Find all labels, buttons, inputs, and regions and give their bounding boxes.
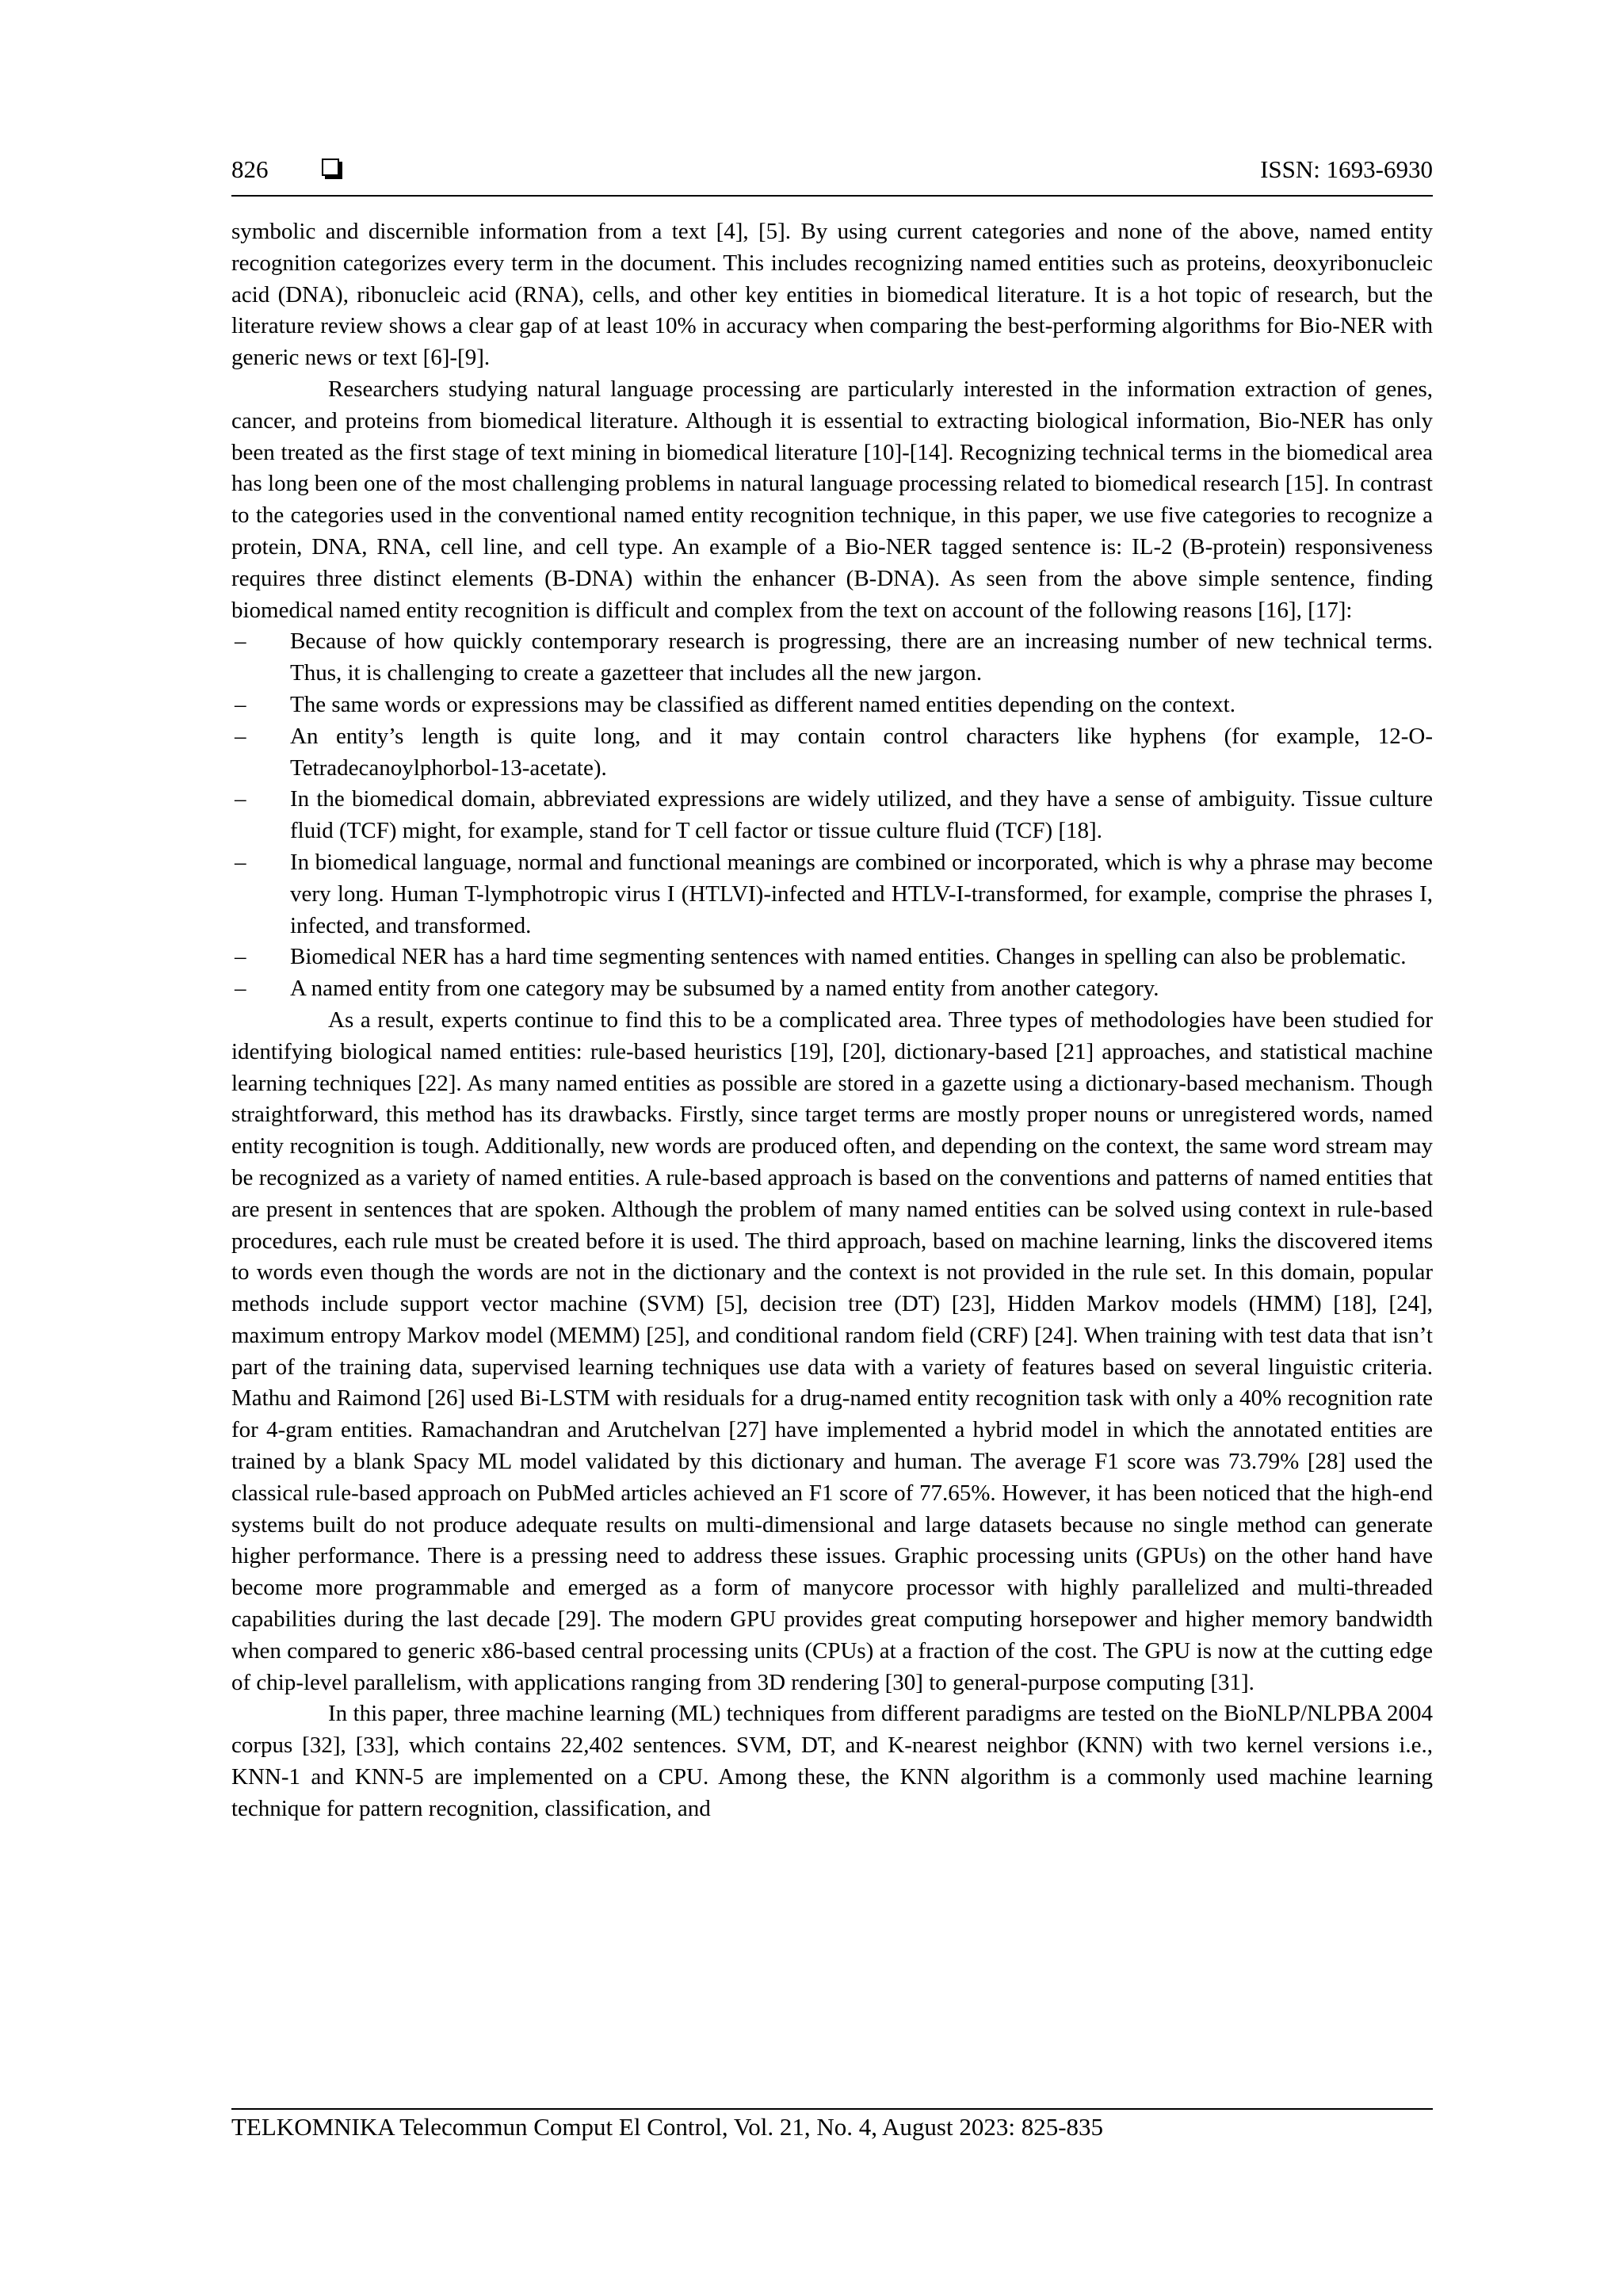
square-bullet-icon (322, 159, 339, 176)
page-number: 826 (231, 155, 269, 183)
list-item (231, 784, 1433, 847)
list-item-text: An entity’s length is quite long, and it may contain control characters like hyphens (for example, 12-O-Tetradecanoylphorbol-13-acetate). (290, 723, 1433, 781)
list-item-text: The same words or expressions may be classified as different named entities depending on the context. (290, 691, 1235, 717)
page-header (231, 155, 1433, 192)
dash-bullet-icon: – (235, 976, 246, 1002)
article-body (231, 216, 1433, 1825)
reasons-list (231, 626, 1433, 1005)
issn-label: ISSN: 1693-6930 (1260, 155, 1433, 183)
list-item-text: Because of how quickly contemporary research is progressing, there are an increasing number of new technical terms. Thus, it is challenging to create a gazetteer that includes all the new jargon. (290, 628, 1433, 686)
list-item (231, 626, 1433, 690)
paragraph-1: symbolic and discernible information from a text [4], [5]. By using current categories and none of the above, named entity recognition categorizes every term in the document. This includes recognizing named entities such as proteins, deoxyribonucleic acid (DNA), ribonucleic acid (RNA), cells, and other key entities in biomedical literature. It is a hot topic of research, but the literature review shows a clear gap of at least 10% in accuracy when comparing the best-performing algorithms for Bio-NER with generic news or text [6]-[9]. (231, 219, 1433, 371)
list-item (231, 973, 1433, 1005)
list-item (231, 847, 1433, 942)
paragraph-2: Researchers studying natural language processing are particularly interested in the information extraction of genes, cancer, and proteins from biomedical literature. Although it is essential to extracting biological information, Bio-NER has only been treated as the first stage of text mining in biomedical literature [10]-[14]. Recognizing technical terms in the biomedical area has long been one of the most challenging problems in natural language processing related to biomedical research [15]. In contrast to the categories used in the conventional named entity recognition technique, in this paper, we use five categories to recognize a protein, DNA, RNA, cell line, and cell type. An example of a Bio-NER tagged sentence is: IL-2 (B-protein) responsiveness requires three distinct elements (B-DNA) within the enhancer (B-DNA). As seen from the above simple sentence, finding biomedical named entity recognition is difficult and complex from the text on account of the following reasons [16], [17]: (231, 376, 1433, 623)
list-item-text: In the biomedical domain, abbreviated expressions are widely utilized, and they have a sense of ambiguity. Tissue culture fluid (TCF) might, for example, stand for T cell factor or tissue culture fluid (TCF) [18]. (290, 786, 1433, 844)
list-item (231, 690, 1433, 721)
list-item-text: A named entity from one category may be subsumed by a named entity from another category. (290, 976, 1159, 1002)
list-item-text: Biomedical NER has a hard time segmenting sentences with named entities. Changes in spelling can also be problematic. (290, 944, 1407, 970)
footer-divider (231, 2108, 1433, 2110)
list-item (231, 721, 1433, 785)
paragraph-4: In this paper, three machine learning (ML) techniques from different paradigms are tested on the BioNLP/NLPBA 2004 corpus [32], [33], which contains 22,402 sentences. SVM, DT, and K-nearest neighbor (KNN) with two kernel versions i.e., KNN-1 and KNN-5 are implemented on a CPU. Among these, the KNN algorithm is a commonly used machine learning technique for pattern recognition, classification, and (231, 1701, 1433, 1821)
list-item-text: In biomedical language, normal and functional meanings are combined or incorporated, which is why a phrase may become very long. Human T-lymphotropic virus I (HTLVI)-infected and HTLV-I-transformed, for example, comprise the phrases I, infected, and transformed. (290, 849, 1433, 938)
dash-bullet-icon: – (235, 628, 246, 655)
paragraph-3: As a result, experts continue to find this to be a complicated area. Three types of methodologies have been studied for identifying biological named entities: rule-based heuristics [19], [20], dictionary-based [21] approaches, and statistical machine learning techniques [22]. As many named entities as possible are stored in a gazette using a dictionary-based mechanism. Though straightforward, this method has its drawbacks. Firstly, since target terms are mostly proper nouns or unregistered words, named entity recognition is tough. Additionally, new words are produced often, and depending on the context, the same word stream may be recognized as a variety of named entities. A rule-based approach is based on the conventions and patterns of named entities that are present in sentences that are spoken. Although the problem of many named entities can be solved using context in rule-based procedures, each rule must be created before it is used. The third approach, based on machine learning, links the discovered items to words even though the words are not in the dictionary and the context is not provided in the rule set. In this domain, popular methods include support vector machine (SVM) [5], decision tree (DT) [23], Hidden Markov models (HMM) [18], [24], maximum entropy Markov model (MEMM) [25], and conditional random field (CRF) [24]. When training with test data that isn’t part of the training data, supervised learning techniques use data with a variety of features based on several linguistic criteria. Mathu and Raimond [26] used Bi-LSTM with residuals for a drug-named entity recognition task with only a 40% recognition rate for 4-gram entities. Ramachandran and Arutchelvan [27] have implemented a hybrid model in which the annotated entities are trained by a blank Spacy ML model validated by this dictionary and human. The average F1 score was 73.79% [28] used the classical rule-based approach on PubMed articles achieved an F1 score of 77.65%. However, it has been noticed that the high-end systems built do not produce adequate results on multi-dimensional and large datasets because no single method can generate higher performance. There is a pressing need to address these issues. Graphic processing units (GPUs) on the other hand have become more programmable and emerged as a form of manycore processor with highly parallelized and multi-threaded capabilities during the last decade [29]. The modern GPU provides great computing horsepower and higher memory bandwidth when compared to generic x86-based central processing units (CPUs) at a fraction of the cost. The GPU is now at the cutting edge of chip-level parallelism, with applications ranging from 3D rendering [30] to general-purpose computing [31]. (231, 1007, 1433, 1695)
dash-bullet-icon: – (235, 691, 246, 717)
dash-bullet-icon: – (235, 944, 246, 970)
header-divider (231, 195, 1433, 197)
list-item (231, 942, 1433, 973)
dash-bullet-icon: – (235, 723, 246, 749)
dash-bullet-icon: – (235, 849, 246, 875)
dash-bullet-icon: – (235, 786, 246, 812)
footer-citation: TELKOMNIKA Telecommun Comput El Control, Vol. 21, No. 4, August 2023: 825-835 (231, 2113, 1104, 2141)
